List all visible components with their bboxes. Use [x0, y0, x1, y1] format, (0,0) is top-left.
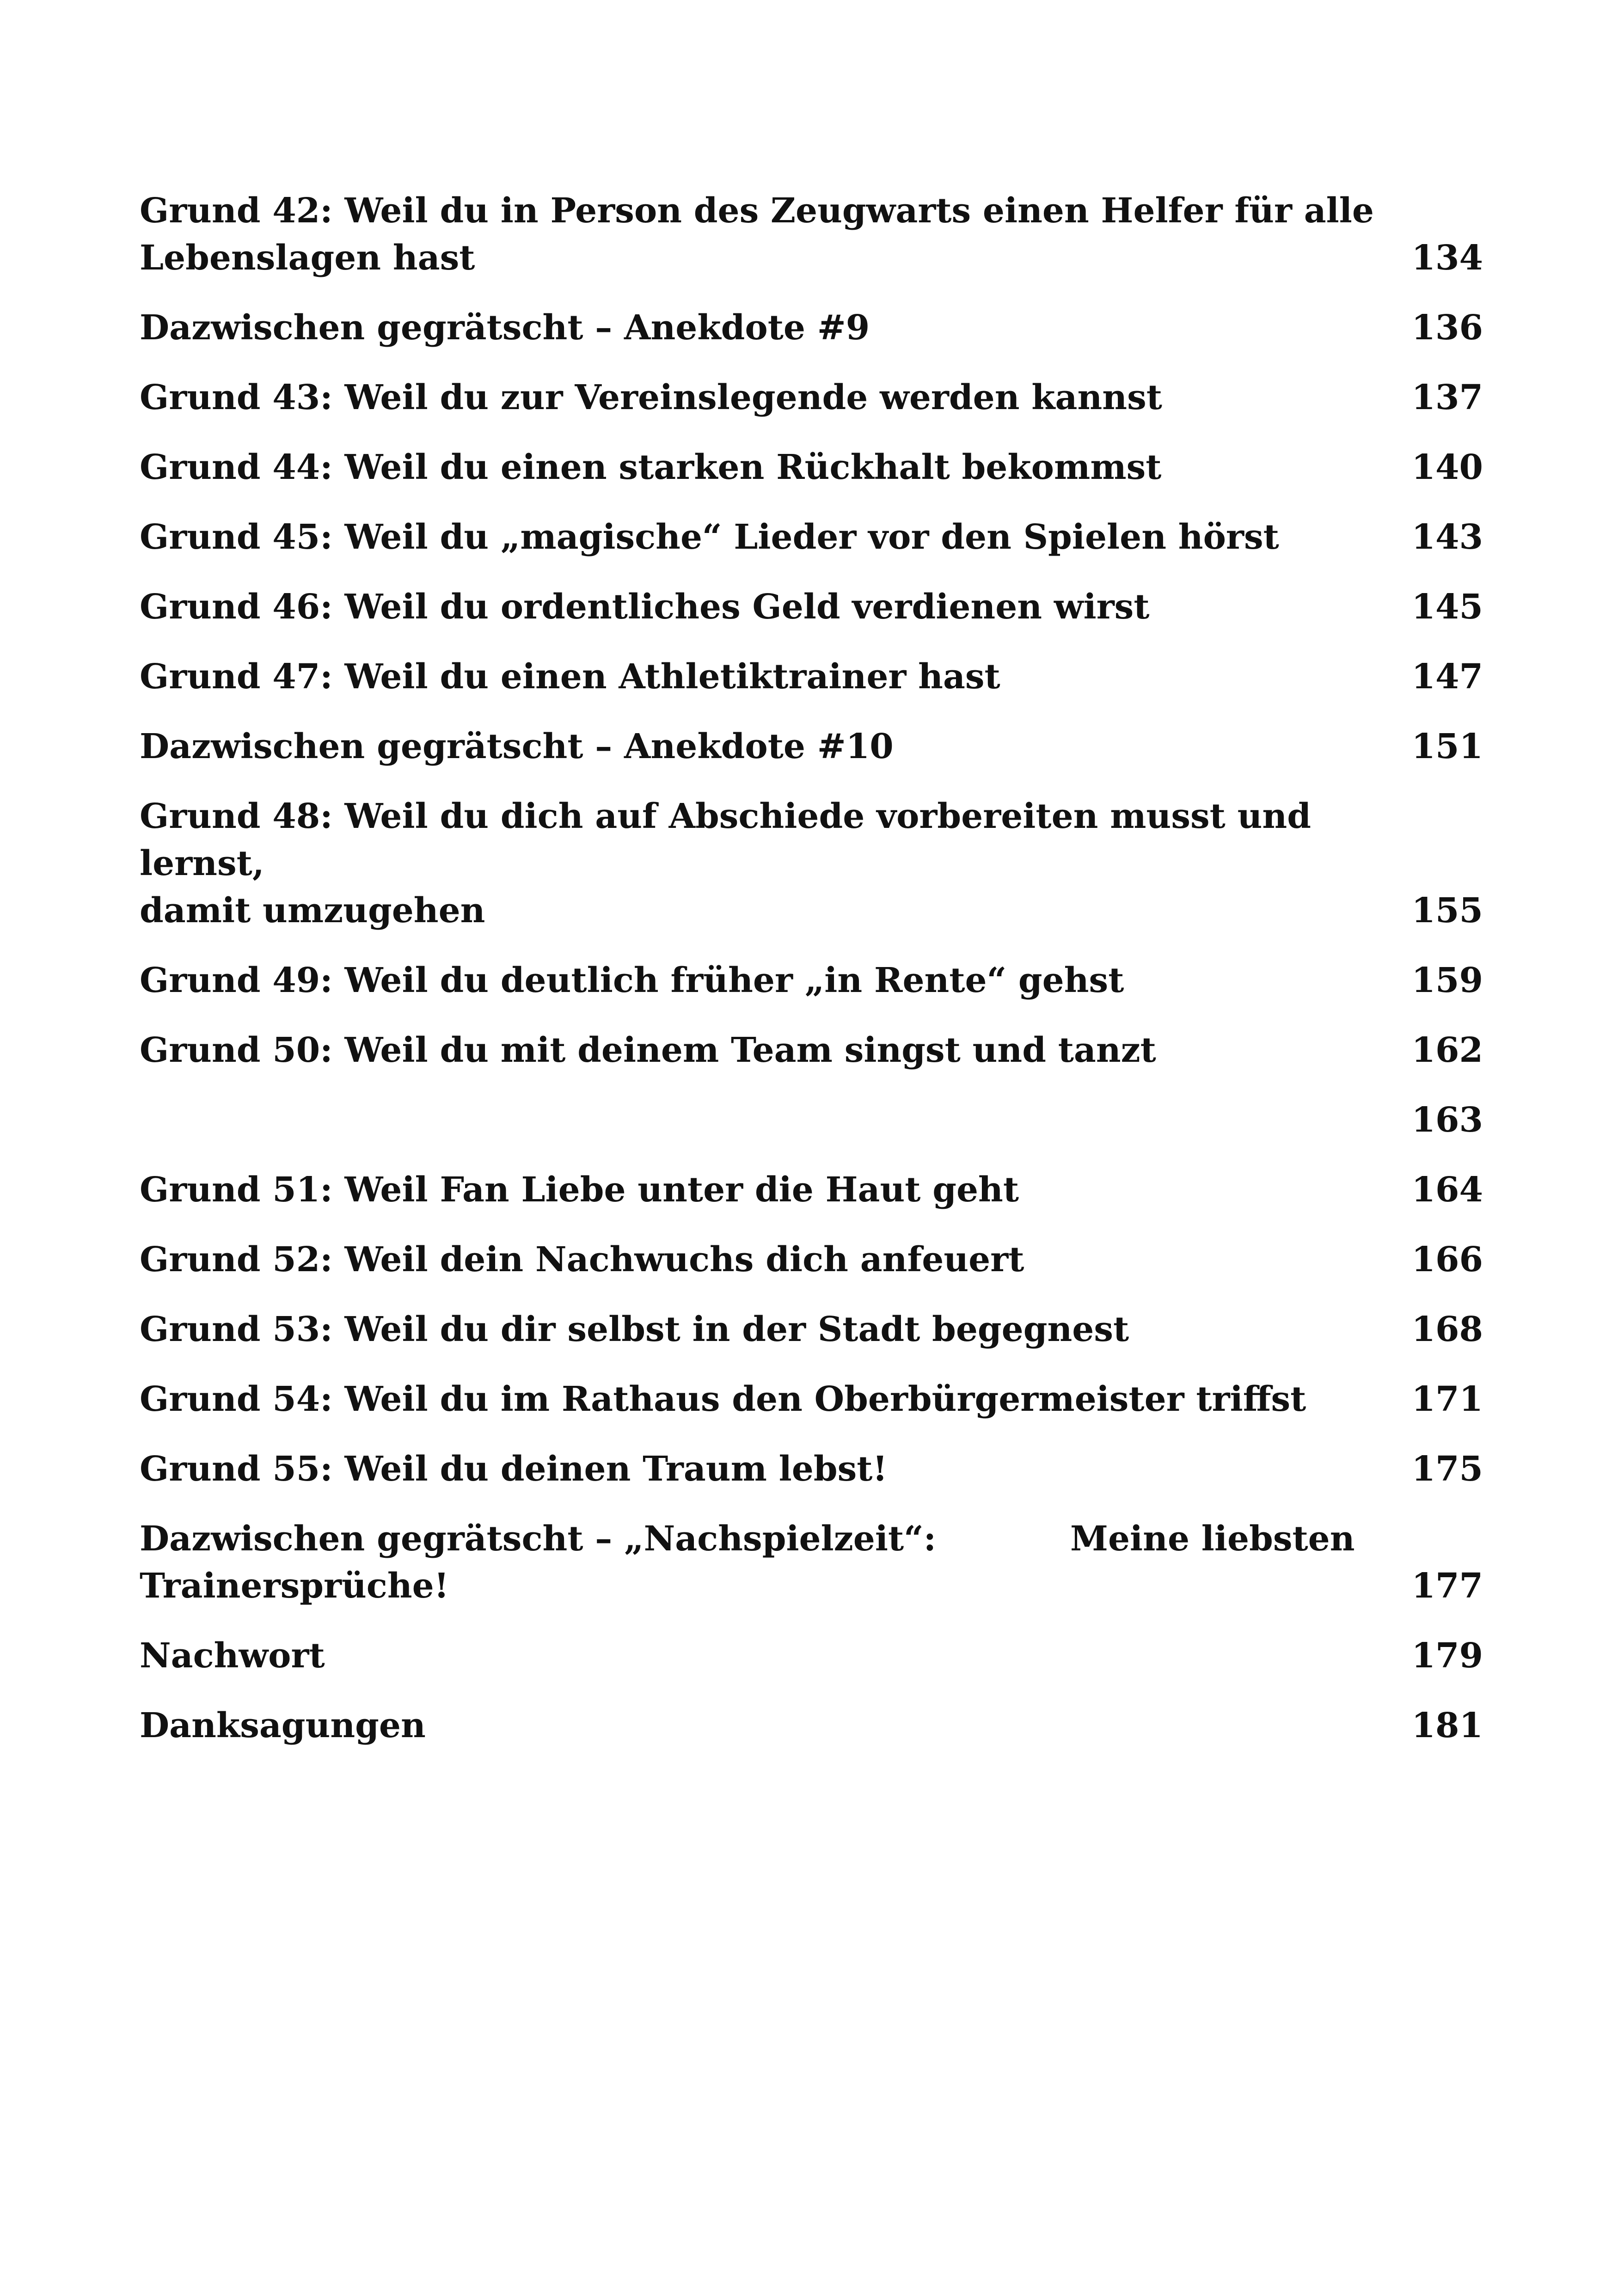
toc-entry-page: 151: [1411, 727, 1483, 766]
toc-entry-page: 171: [1411, 1379, 1483, 1419]
toc-entry-page: 136: [1411, 308, 1483, 348]
toc-entry-title: Grund 54: Weil du im Rathaus den Oberbürgermeister triffst: [140, 1379, 1306, 1419]
toc-entry-title: Grund 51: Weil Fan Liebe unter die Haut geht: [140, 1170, 1019, 1210]
toc-entry-title: Grund 46: Weil du ordentliches Geld verdienen wirst: [140, 587, 1150, 627]
toc-entry: [140, 1632, 1483, 1679]
table-of-contents: [140, 187, 1483, 1772]
toc-entry-page: 159: [1411, 961, 1483, 1000]
toc-entry-page: 143: [1411, 517, 1483, 557]
toc-entry: [140, 514, 1483, 561]
toc-entry: [140, 957, 1483, 1004]
toc-entry-page: 166: [1411, 1240, 1483, 1280]
toc-entry-page: 140: [1411, 447, 1483, 487]
toc-entry-title: Nachwort: [140, 1636, 325, 1676]
toc-entry-title: Grund 43: Weil du zur Vereinslegende werden kannst: [140, 378, 1162, 417]
toc-entry-page: 164: [1411, 1170, 1483, 1210]
toc-entry: [140, 1166, 1483, 1213]
toc-entry: [140, 583, 1483, 631]
toc-entry-title: Grund 55: Weil du deinen Traum lebst!: [140, 1449, 888, 1489]
toc-entry-page: 147: [1411, 657, 1483, 697]
toc-entry-title-part: Dazwischen gegrätscht – „Nachspielzeit“:: [140, 1519, 937, 1559]
toc-entry-title-part: Meine liebsten: [1070, 1519, 1355, 1559]
toc-entry-title: Dazwischen gegrätscht – Anekdote #10: [140, 727, 894, 766]
toc-entry: [140, 1376, 1483, 1423]
toc-entry-page: 181: [1411, 1706, 1483, 1745]
toc-entry-page: 168: [1411, 1310, 1483, 1349]
toc-entry-title: Grund 50: Weil du mit deinem Team singst und tanzt: [140, 1030, 1156, 1070]
toc-entry: [140, 793, 1483, 934]
toc-entry-title: Dazwischen gegrätscht – Anekdote #9: [140, 308, 870, 348]
toc-entry: [140, 723, 1483, 770]
toc-entry-title: [140, 1515, 1402, 1610]
toc-entry-title: Grund 53: Weil du dir selbst in der Stadt begegnest: [140, 1310, 1129, 1349]
toc-entry: [140, 1096, 1483, 1144]
toc-entry: [140, 187, 1483, 282]
toc-entry-title: Grund 52: Weil dein Nachwuchs dich anfeuert: [140, 1240, 1024, 1280]
toc-entry-page: 137: [1411, 378, 1483, 417]
toc-entry-page: 177: [1411, 1566, 1483, 1606]
toc-entry-title: Grund 45: Weil du „magische“ Lieder vor den Spielen hörst: [140, 517, 1279, 557]
toc-entry: [140, 1236, 1483, 1283]
toc-entry: [140, 653, 1483, 700]
toc-entry-page: 162: [1411, 1030, 1483, 1070]
toc-entry-title: Danksagungen: [140, 1706, 426, 1745]
toc-entry-title: Grund 49: Weil du deutlich früher „in Rente“ gehst: [140, 961, 1124, 1000]
toc-entry: [140, 1027, 1483, 1074]
toc-entry-page: 155: [1411, 891, 1483, 931]
toc-entry-title: Grund 48: Weil du dich auf Abschiede vorbereiten musst und lernst, damit umzugehen: [140, 796, 1311, 931]
toc-entry-title: Grund 47: Weil du einen Athletiktrainer hast: [140, 657, 1000, 697]
toc-entry: [140, 1306, 1483, 1353]
toc-entry-page: 175: [1411, 1449, 1483, 1489]
toc-entry: [140, 1445, 1483, 1493]
toc-entry-page: 163: [1411, 1100, 1483, 1140]
toc-entry: [140, 374, 1483, 421]
toc-entry: [140, 304, 1483, 351]
toc-entry: [140, 1702, 1483, 1749]
toc-entry-page: 179: [1411, 1636, 1483, 1676]
toc-entry-title: Grund 44: Weil du einen starken Rückhalt bekommst: [140, 447, 1162, 487]
toc-entry: [140, 444, 1483, 491]
toc-entry-page: 145: [1411, 587, 1483, 627]
toc-entry-title: Grund 42: Weil du in Person des Zeugwarts einen Helfer für alle Lebenslagen hast: [140, 191, 1374, 278]
toc-entry-title-part: Trainersprüche!: [140, 1566, 449, 1606]
toc-entry: [140, 1515, 1483, 1610]
toc-entry-page: 134: [1411, 238, 1483, 278]
